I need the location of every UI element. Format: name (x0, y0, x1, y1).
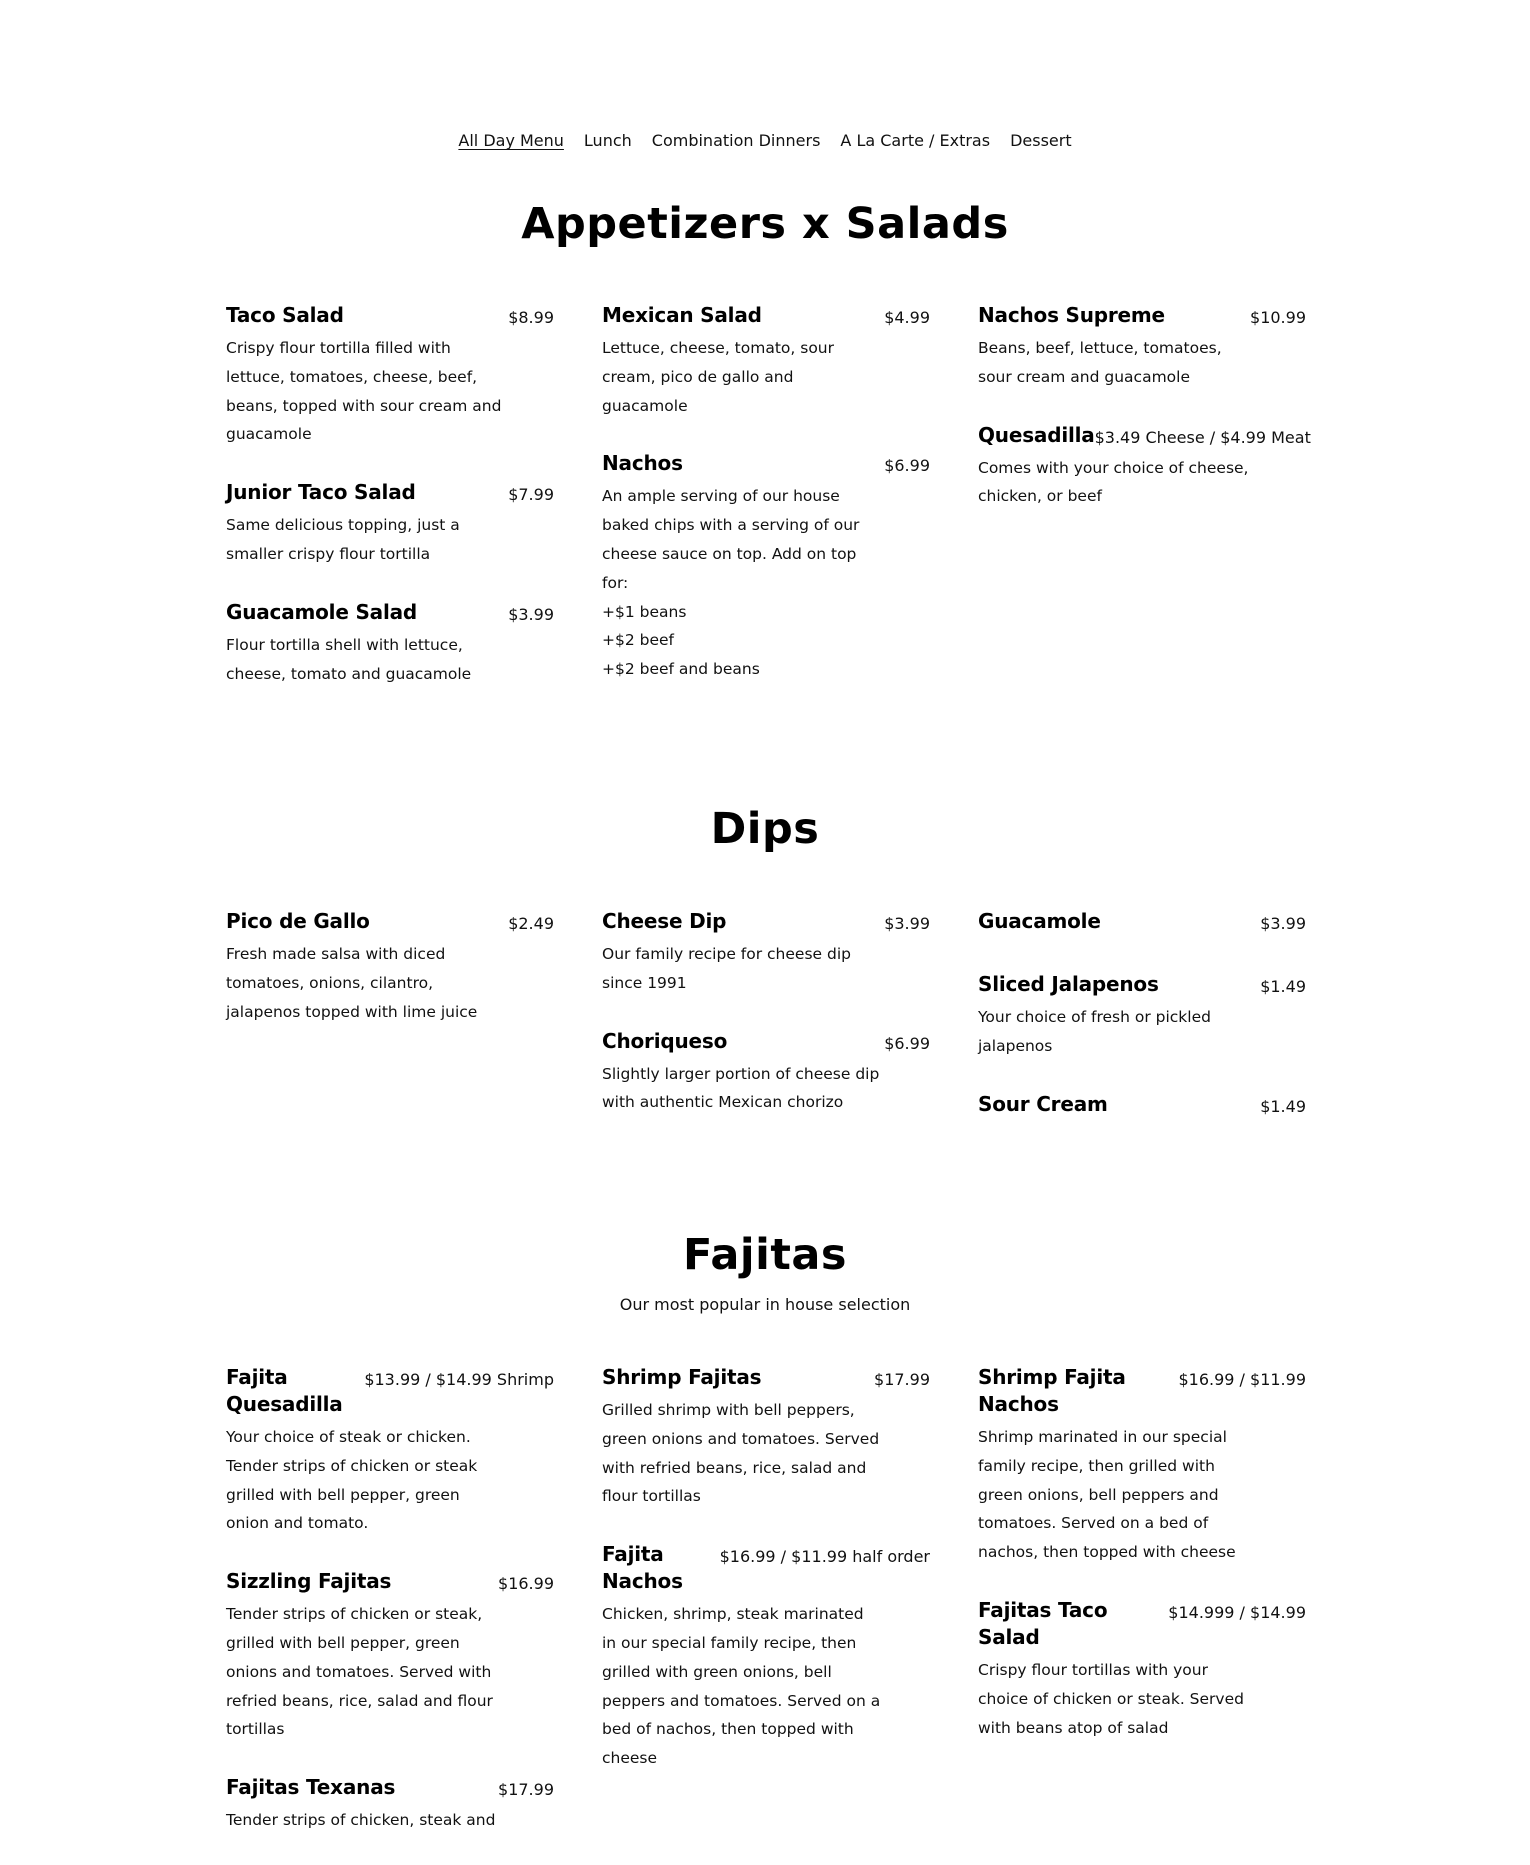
menu-item (226, 302, 554, 449)
menu-item-header (978, 1597, 1306, 1651)
nav-dessert[interactable]: Dessert (1010, 131, 1072, 150)
menu-item-price: $8.99 (508, 308, 554, 327)
menu-item-name: Junior Taco Salad (226, 480, 416, 505)
menu-item-description: Tender strips of chicken or steak, grilled with bell pepper, green onions and tomatoes. Served with refried beans, rice, salad and flour tortillas (226, 1605, 493, 1739)
menu-item (226, 1774, 554, 1835)
fajitas-column-3 (978, 1364, 1306, 1772)
dips-column-2 (602, 908, 930, 1147)
menu-item-description: Comes with your choice of cheese, chicken, or beef (978, 458, 1249, 506)
menu-item-price: $3.49 Cheese / $4.99 Meat (1094, 427, 1311, 447)
menu-item-price: $16.99 (498, 1574, 554, 1594)
menu-item (602, 908, 930, 998)
menu-item-name: Pico de Gallo (226, 909, 370, 933)
menu-item-price: $6.99 (884, 1033, 930, 1053)
menu-item-header (226, 479, 554, 506)
fajitas-column-2 (602, 1364, 930, 1803)
menu-item-price: $17.99 (498, 1780, 554, 1800)
menu-item-header (226, 599, 554, 626)
menu-item-name: Quesadilla (978, 422, 1095, 447)
menu-item-name: Fajita Nachos (602, 1542, 683, 1594)
menu-item-header (602, 1541, 930, 1595)
menu-item-header (602, 450, 930, 477)
menu-item-description: Beans, beef, lettuce, tomatoes, sour cream and guacamole (978, 339, 1222, 386)
menu-item (978, 1364, 1306, 1567)
menu-item-price: $10.99 (1250, 308, 1306, 327)
menu-item-price: $7.99 (508, 485, 554, 505)
menu-item-header (226, 1774, 554, 1801)
menu-item-header (226, 1364, 554, 1418)
menu-item-price: $6.99 (884, 456, 930, 476)
menu-item-name: Choriqueso (602, 1028, 728, 1053)
menu-item-price: $16.99 / $11.99 (1178, 1370, 1306, 1389)
menu-item-description: Lettuce, cheese, tomato, sour cream, pico de gallo and guacamole (602, 339, 835, 415)
menu-item-name: Fajita Quesadilla (226, 1365, 343, 1416)
menu-item (978, 302, 1306, 392)
menu-item-price: $1.49 (1260, 1096, 1306, 1116)
menu-item-description: An ample serving of our house baked chips with a serving of our cheese sauce on top. Add on top for: +$1 beans +$2 beef +$2 beef and beans (602, 487, 860, 679)
menu-nav (0, 131, 1530, 150)
menu-item-header (226, 1568, 554, 1595)
menu-item-price: $1.49 (1260, 977, 1306, 996)
menu-item (602, 302, 930, 420)
menu-item (602, 1028, 930, 1118)
menu-item (978, 422, 1311, 512)
menu-item-description: Fresh made salsa with diced tomatoes, onions, cilantro, jalapenos topped with lime juice (226, 945, 478, 1021)
menu-item-description: Crispy flour tortilla filled with lettuce, tomatoes, cheese, beef, beans, topped with sour cream and guacamole (226, 339, 502, 444)
menu-item-description: Shrimp marinated in our special family recipe, then grilled with green onions, bell peppers and tomatoes. Served on a bed of nachos, then topped with cheese (978, 1428, 1236, 1562)
menu-item-header (602, 302, 930, 329)
menu-item-name: Mexican Salad (602, 303, 762, 327)
menu-item-name: Cheese Dip (602, 909, 727, 933)
menu-item-name: Shrimp Fajita Nachos (978, 1365, 1126, 1416)
menu-item-price: $13.99 / $14.99 Shrimp (364, 1370, 554, 1389)
menu-item-name: Sour Cream (978, 1091, 1108, 1116)
menu-item (978, 1597, 1306, 1742)
menu-item (226, 1568, 554, 1744)
nav-combination-dinners[interactable]: Combination Dinners (651, 131, 821, 150)
menu-item-description: Your choice of steak or chicken. Tender strips of chicken or steak grilled with bell pepper, green onion and tomato. (226, 1428, 478, 1533)
dips-column-3 (978, 908, 1306, 1154)
menu-item-name: Guacamole Salad (226, 599, 418, 624)
menu-item (226, 599, 554, 689)
menu-item-price: $17.99 (874, 1370, 930, 1389)
section-title-appetizers: Appetizers x Salads (521, 199, 1009, 249)
menu-item-price: $16.99 / $11.99 half order (719, 1547, 930, 1567)
menu-item-header (978, 1091, 1306, 1118)
section-title-fajitas: Fajitas (682, 1230, 847, 1280)
menu-item (978, 1091, 1306, 1118)
menu-item-description: Crispy flour tortillas with your choice of chicken or steak. Served with beans atop of salad (978, 1660, 1244, 1737)
menu-item-description: Tender strips of chicken, steak and (226, 1811, 496, 1830)
menu-item (978, 971, 1306, 1061)
menu-item (226, 479, 554, 569)
menu-item-description: Grilled shrimp with bell peppers, green onions and tomatoes. Served with refried beans, rice, salad and flour tortillas (602, 1401, 880, 1506)
menu-item-name: Sizzling Fajitas (226, 1569, 392, 1594)
menu-item-description: Chicken, shrimp, steak marinated in our special family recipe, then grilled with green onions, bell peppers and tomatoes. Served on a bed of nachos, then topped with cheese (602, 1605, 881, 1768)
appetizers-column-2 (602, 302, 930, 714)
menu-item-price: $3.99 (508, 604, 554, 624)
menu-item-header (978, 1364, 1306, 1418)
menu-item-price: $2.49 (508, 914, 554, 933)
nav-a-la-carte-extras[interactable]: A La Carte / Extras (840, 131, 991, 150)
menu-item-name: Guacamole (978, 909, 1101, 933)
menu-item-description: Slightly larger portion of cheese dip with authentic Mexican chorizo (602, 1064, 880, 1112)
menu-item-description: Flour tortilla shell with lettuce, cheese, tomato and guacamole (226, 635, 472, 683)
menu-item-price: $4.99 (884, 308, 930, 327)
fajitas-column-1 (226, 1364, 554, 1865)
menu-item (602, 450, 930, 684)
menu-item-price: $3.99 (1260, 914, 1306, 933)
menu-item-header (226, 908, 554, 935)
menu-item (226, 1364, 554, 1538)
menu-item-price: $14.999 / $14.99 (1168, 1602, 1306, 1622)
menu-item (602, 1541, 930, 1773)
menu-item-name: Nachos (602, 451, 683, 476)
nav-all-day-menu[interactable]: All Day Menu (458, 131, 564, 150)
menu-item-header (602, 1364, 930, 1391)
menu-item-name: Sliced Jalapenos (978, 972, 1159, 996)
menu-item-description: Same delicious topping, just a smaller crispy flour tortilla (226, 516, 460, 563)
menu-item-name: Fajitas Texanas (226, 1775, 396, 1800)
menu-item-header (978, 908, 1306, 935)
menu-item-description: Our family recipe for cheese dip since 1991 (602, 945, 851, 992)
menu-item-header (978, 302, 1306, 329)
menu-item-header (978, 971, 1306, 998)
menu-item-header (978, 422, 1311, 449)
menu-item-name: Shrimp Fajitas (602, 1365, 762, 1389)
appetizers-column-1 (226, 302, 554, 718)
menu-item-header (602, 1028, 930, 1055)
menu-item-price: $3.99 (884, 914, 930, 933)
menu-item-name: Nachos Supreme (978, 303, 1165, 327)
menu-item-name: Taco Salad (226, 303, 344, 327)
menu-item-header (226, 302, 554, 329)
menu-item (226, 908, 554, 1026)
section-title-dips: Dips (710, 804, 820, 854)
menu-item-header (602, 908, 930, 935)
section-subtitle-fajitas: Our most popular in house selection (619, 1295, 911, 1314)
nav-lunch[interactable]: Lunch (583, 131, 632, 150)
menu-item (978, 908, 1306, 935)
menu-item-description: Your choice of fresh or pickled jalapenos (978, 1008, 1211, 1055)
menu-item-name: Fajitas Taco Salad (978, 1597, 1108, 1649)
dips-column-1 (226, 908, 554, 1056)
menu-item (602, 1364, 930, 1511)
appetizers-column-3 (978, 302, 1311, 541)
